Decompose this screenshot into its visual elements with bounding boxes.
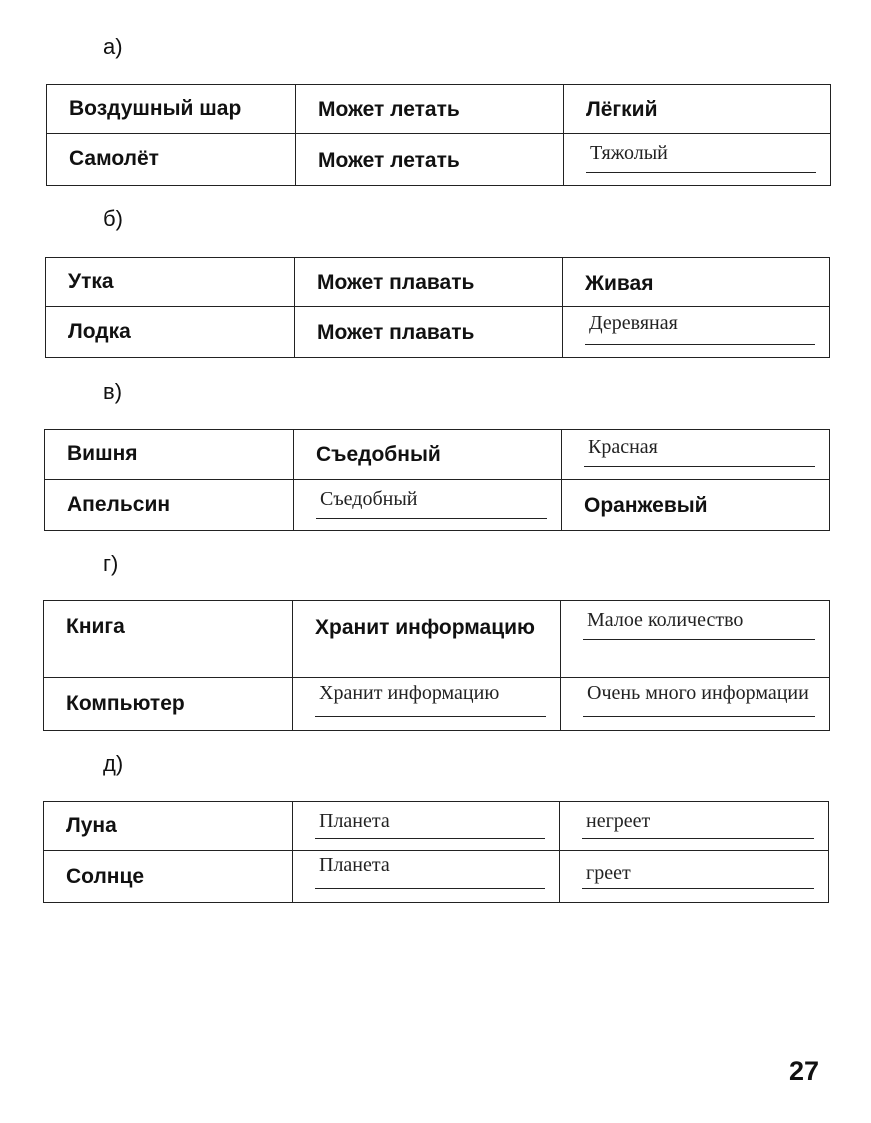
cell-text: Вишня [67, 442, 138, 465]
answer-line: Тяжолый [586, 142, 816, 173]
answer-line: Планета [315, 854, 545, 889]
table-v-row2-col3 [562, 480, 830, 531]
table-d-row2-col1 [44, 851, 293, 903]
cell-text: Может летать [318, 98, 460, 121]
table-b [45, 257, 830, 358]
table-b-row1-col3 [563, 258, 830, 307]
table-a-row2-col3 [564, 134, 831, 186]
table-b-row2-col3 [563, 307, 830, 358]
table-a-row2-col2 [296, 134, 564, 186]
table-v-row2-col2 [294, 480, 562, 531]
answer-line: Очень много информации [583, 682, 815, 717]
table-d-row1-col2 [293, 802, 560, 851]
table-a-row1-col3 [564, 85, 831, 134]
section-label-g: г) [103, 551, 119, 576]
cell-text: Книга [66, 615, 125, 638]
table-b-row1-col2 [295, 258, 563, 307]
table-v-row2-col1 [45, 480, 294, 531]
answer-line: греет [582, 858, 814, 889]
table-a [46, 84, 831, 186]
cell-text: Апельсин [67, 493, 171, 516]
cell-text: Лёгкий [586, 98, 658, 121]
table-b-row1-col1 [46, 258, 295, 307]
table-g [43, 600, 830, 731]
table-b-row2-col2 [295, 307, 563, 358]
table-v [44, 429, 830, 531]
section-label-a: а) [103, 34, 123, 59]
cell-text: Самолёт [69, 147, 159, 170]
section-label-d: д) [103, 751, 124, 776]
page-number: 27 [789, 1056, 820, 1086]
table-a-row2-col1 [47, 134, 296, 186]
answer-line: Красная [584, 436, 815, 467]
table-a-row1-col1 [47, 85, 296, 134]
cell-text: Хранит информацию [315, 616, 535, 639]
table-a-row1-col2 [296, 85, 564, 134]
table-v-row1-col3 [562, 430, 830, 480]
cell-text: Живая [585, 272, 654, 295]
answer-line: негреет [582, 810, 814, 839]
table-d-row2-col3 [560, 851, 829, 903]
cell-text: Луна [66, 814, 117, 837]
cell-text: Воздушный шар [69, 97, 242, 120]
table-g-row1-col1 [44, 601, 293, 678]
table-d-row2-col2 [293, 851, 560, 903]
cell-text: Утка [68, 270, 114, 293]
table-b-row2-col1 [46, 307, 295, 358]
answer-line: Съедобный [316, 488, 547, 519]
table-d [43, 801, 829, 903]
section-label-v: в) [103, 379, 123, 404]
table-v-row1-col1 [45, 430, 294, 480]
table-g-row2-col1 [44, 678, 293, 731]
answer-line: Планета [315, 810, 545, 839]
table-g-row1-col3 [561, 601, 830, 678]
answer-line: Хранит информацию [315, 682, 546, 717]
answer-line: Деревяная [585, 312, 815, 345]
answer-line: Малое количество [583, 609, 815, 640]
table-d-row1-col3 [560, 802, 829, 851]
cell-text: Съедобный [316, 443, 441, 466]
table-v-row1-col2 [294, 430, 562, 480]
cell-text: Компьютер [66, 692, 185, 715]
cell-text: Может плавать [317, 271, 475, 294]
section-label-b: б) [103, 206, 123, 231]
cell-text: Солнце [66, 865, 145, 888]
cell-text: Оранжевый [584, 494, 708, 517]
table-g-row2-col2 [293, 678, 561, 731]
table-d-row1-col1 [44, 802, 293, 851]
cell-text: Может летать [318, 149, 460, 172]
table-g-row1-col2 [293, 601, 561, 678]
table-g-row2-col3 [561, 678, 830, 731]
cell-text: Может плавать [317, 321, 475, 344]
cell-text: Лодка [68, 320, 131, 343]
